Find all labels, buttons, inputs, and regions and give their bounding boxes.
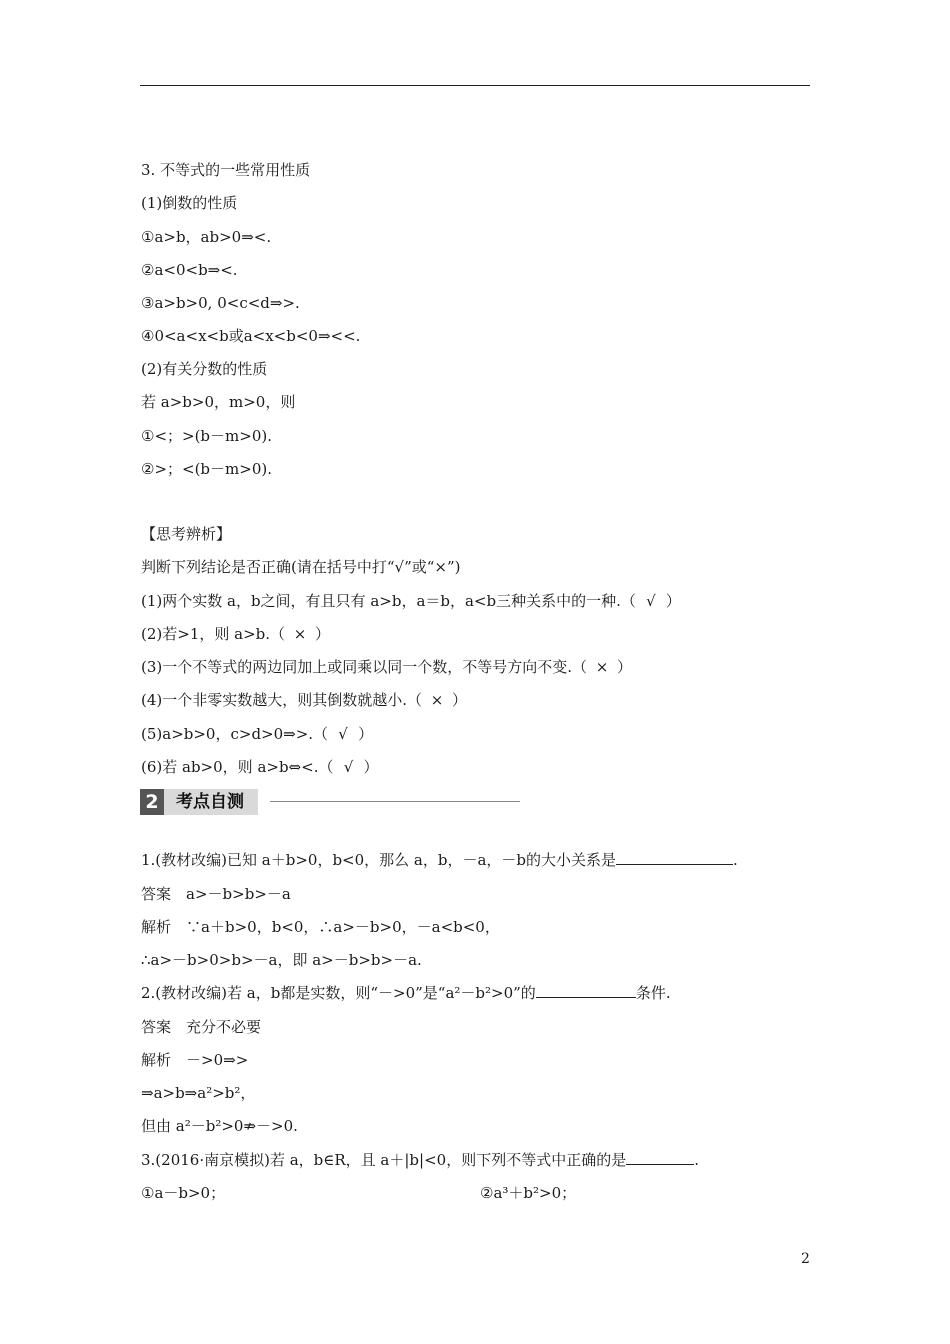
answer-blank (536, 983, 636, 998)
header-rule (140, 85, 810, 86)
think-intro: 判断下列结论是否正确(请在括号中打“√”或“×”) (141, 558, 461, 576)
question-1: 1.(教材改编)已知 a＋b>0，b<0，那么 a，b，－a，－b的大小关系是 . (141, 851, 738, 869)
option-2: ②a³＋b²>0； (480, 1184, 577, 1202)
section-number: 2 (140, 789, 164, 815)
property-item-2: ②a<0<b⇒<. (141, 261, 238, 279)
fraction-item-2: ②>；<(b－m>0). (141, 460, 272, 478)
option-1: ①a－b>0； (141, 1184, 226, 1202)
judge-item-6: (6)若 ab>0，则 a>b⇔<.（ √ ） (141, 758, 379, 776)
judge-item-3: (3)一个不等式的两边同加上或同乘以同一个数，不等号方向不变.（ × ） (141, 658, 633, 676)
question-3: 3.(2016·南京模拟)若 a，b∈R，且 a＋|b|<0，则下列不等式中正确的是 . (141, 1151, 699, 1169)
answer-blank (626, 1150, 694, 1165)
answer-2: 答案 充分不必要 (141, 1018, 262, 1036)
property-item-4: ④0<a<x<b或a<x<b<0⇒<<. (141, 327, 361, 345)
analysis-1: 解析 ∵a＋b>0，b<0，∴a>－b>0，－a<b<0， (141, 918, 500, 936)
property-item-3: ③a>b>0, 0<c<d⇒>. (141, 294, 300, 312)
judge-mark: √ (338, 725, 348, 743)
judge-item-1: (1)两个实数 a，b之间，有且只有 a>b，a＝b，a<b三种关系中的一种.（ √ ） (141, 592, 681, 610)
question-2: 2.(教材改编)若 a，b都是实数，则“－>0”是“a²－b²>0”的 条件. (141, 984, 671, 1002)
judge-mark: √ (646, 592, 656, 610)
think-heading: 【思考辨析】 (141, 525, 232, 543)
judge-mark: × (293, 625, 307, 643)
judge-item-2: (2)若>1，则 a>b.（ × ） (141, 625, 331, 643)
section-heading (140, 789, 530, 815)
judge-mark: × (430, 691, 444, 709)
property-item-1: ①a>b，ab>0⇒<. (141, 228, 272, 246)
judge-item-4: (4)一个非零实数越大，则其倒数就越小.（ × ） (141, 691, 468, 709)
fraction-condition: 若 a>b>0，m>0，则 (141, 393, 296, 411)
page-number: 2 (801, 1251, 810, 1267)
answer-blank (616, 850, 733, 865)
answer-1: 答案 a>－b>b>－a (141, 885, 291, 903)
section-rule (270, 801, 520, 802)
judge-mark: × (595, 658, 609, 676)
analysis-2-cont-1: ⇒a>b⇒a²>b²， (141, 1084, 256, 1102)
analysis-1-cont: ∴a>－b>0>b>－a，即 a>－b>b>－a. (141, 951, 422, 969)
analysis-2-cont-2: 但由 a²－b²>0⇏－>0. (141, 1117, 298, 1135)
judge-mark: √ (343, 758, 354, 776)
section3-title: 3. 不等式的一些常用性质 (141, 161, 311, 179)
fraction-subtitle: (2)有关分数的性质 (141, 360, 268, 378)
judge-item-5: (5)a>b>0，c>d>0⇒>.（ √ ） (141, 725, 374, 743)
reciprocal-subtitle: (1)倒数的性质 (141, 194, 238, 212)
fraction-item-1: ①<；>(b－m>0). (141, 427, 272, 445)
analysis-2: 解析 －>0⇒> (141, 1051, 249, 1069)
section-title: 考点自测 (164, 789, 258, 815)
